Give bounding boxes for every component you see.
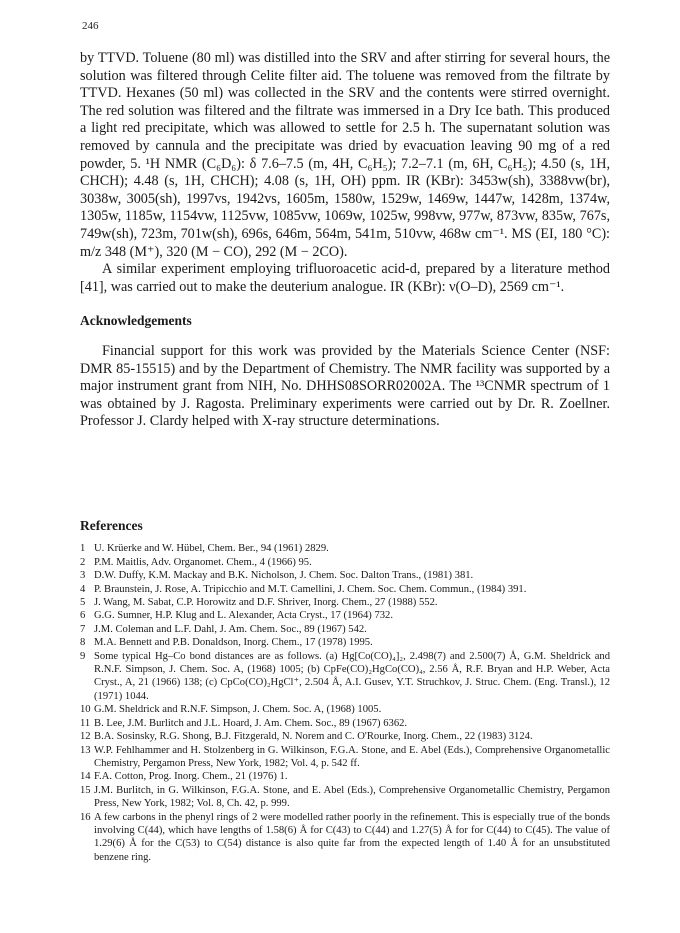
reference-text: B. Lee, J.M. Burlitch and J.L. Hoard, J. Am. Chem. Soc., 89 (1967) 6362. [94,717,408,729]
reference-text: B.A. Sosinsky, R.G. Shong, B.J. Fitzgerald, N. Norem and C. O'Rourke, Inorg. Chem., 22 (1983) 3124. [94,731,533,743]
reference-number: 1 [80,543,86,555]
reference-item [80,556,610,569]
reference-number: 5 [80,597,86,609]
reference-text: J.M. Burlitch, in G. Wilkinson, F.G.A. Stone, and E. Abel (Eds.), Comprehensive Organometallic Chemistry, Pergamon Press, New York, 1982; Vol. 8, Ch. 42, p. 999. [94,784,610,810]
acknowledgements-heading: Acknowledgements [80,313,192,329]
reference-text: U. Krüerke and W. Hübel, Chem. Ber., 94 (1961) 2829. [94,543,329,555]
reference-list [80,542,610,864]
references-section [80,519,610,864]
reference-number: 6 [80,610,86,622]
page-number: 246 [82,20,99,32]
reference-text: P. Braunstein, J. Rose, A. Tripicchio and M.T. Camellini, J. Chem. Soc. Chem. Commun., (1984) 391. [94,583,527,595]
reference-number: 14 [80,771,91,783]
reference-text: W.P. Fehlhammer and H. Stolzenberg in G. Wilkinson, F.G.A. Stone, and E. Abel (Eds.), Comprehensive Organometallic Chemistry, Pergamon Press, New York, 1982; Vol. 4, p. 542 ff. [94,744,610,769]
reference-item [80,650,610,704]
reference-item [80,609,610,622]
reference-item [80,596,610,609]
reference-text: J. Wang, M. Sabat, C.P. Horowitz and D.F. Shriver, Inorg. Chem., 27 (1988) 552. [94,597,438,609]
reference-text: M.A. Bennett and P.B. Donaldson, Inorg. Chem., 17 (1978) 1995. [94,637,373,649]
reference-number: 13 [80,744,91,756]
paragraph-deuterium: A similar experiment employing trifluoroacetic acid-d, prepared by a literature method [41], was carried out to make the deuterium analogue. IR (KBr): ν(O–D), 2569 cm⁻¹. [80,261,610,295]
reference-number: 3 [80,570,86,582]
references-heading: References [80,518,143,533]
reference-item [80,636,610,649]
reference-number: 2 [80,556,86,568]
reference-number: 10 [80,704,91,716]
reference-text: G.M. Sheldrick and R.N.F. Simpson, J. Chem. Soc. A, (1968) 1005. [94,704,382,716]
reference-text: A few carbons in the phenyl rings of 2 were modelled rather poorly in the refinement. This is especially true of the bonds involving C(44), which have lengths of 1.58(6) Å for C(43) to C(44) and 1.27(5) Å for for C(44) to C(45). The value of 1.29(6) Å for the C(53) to C(54) distance is also quite far from the expected length of 1.40 Å for an unsubstituted benzene ring. [94,811,610,863]
reference-number: 8 [80,637,86,649]
reference-item [80,583,610,596]
reference-item [80,703,610,716]
reference-item [80,784,610,811]
paragraph-experimental: by TTVD. Toluene (80 ml) was distilled into the SRV and after stirring for several hours, the solution was filtered through Celite filter aid. The toluene was removed from the filtrate by TTVD. Hexanes (50 ml) was collected in the SRV and the contents were stirred overnight. The red solution was filtered and the filtrate was immersed in a Dry Ice bath. This produced a light red precipitate, which was allowed to settle for 2.5 h. The supernatant solution was removed by cannula and the precipitate was dried by evacuation leaving 90 mg of a red powder, 5. ¹H NMR (C₆D₆): δ 7.6–7.5 (m, 4H, C₆H₅); 7.2–7.1 (m, 6H, C₆H₅); 4.50 (s, 1H, CHCH); 4.48 (s, 1H, CHCH); 4.08 (s, 1H, OH) ppm. IR (KBr): 3453w(sh), 3388vw(br), 3038w, 3005(sh), 1997vs, 1942vs, 1605m, 1580w, 1529w, 1469w, 1447w, 1428m, 1374w, 1305w, 1185w, 1154vw, 1125vw, 1085vw, 1069w, 1025w, 998vw, 977w, 873vw, 835w, 767s, 749w(sh), 723m, 701w(sh), 696s, 646m, 564m, 541m, 510vw, 468w cm⁻¹. MS (EI, 180 °C): m/z 348 (M⁺), 320 (M − CO), 292 (M − 2CO). [80,50,610,260]
reference-number: 11 [80,717,91,729]
reference-text: F.A. Cotton, Prog. Inorg. Chem., 21 (1976) 1. [94,771,288,783]
reference-number: 4 [80,583,86,595]
reference-text: G.G. Sumner, H.P. Klug and L. Alexander, Acta Cryst., 17 (1964) 732. [94,610,393,622]
reference-item [80,730,610,743]
reference-number: 7 [80,623,86,635]
reference-item [80,542,610,555]
reference-text: D.W. Duffy, K.M. Mackay and B.K. Nicholson, J. Chem. Soc. Dalton Trans., (1981) 381. [94,570,474,582]
reference-text: Some typical Hg–Co bond distances are as follows. (a) Hg[Co(CO)₄]₂, 2.498(7) and 2.500(7) Å, G.M. Sheldrick and R.N.F. Simpson, J. Chem. Soc. A, (1968) 1005; (b) CpFe(CO)₂HgCo(CO)₄, 2.56 Å, R.F. Bryan and H.P. Weber, Acta Cryst., A, 21 (1966) 138; (c) CpCo(CO)₂HgCl⁺, 2.504 Å, A.I. Gusev, Y.T. Struchkov, J. Struc. Chem. (Eng. Transl.), 12 (1971) 1044. [94,650,610,702]
reference-item [80,770,610,783]
reference-item [80,623,610,636]
reference-text: J.M. Coleman and L.F. Dahl, J. Am. Chem. Soc., 89 (1967) 542. [94,623,367,635]
reference-item [80,811,610,865]
acknowledgements-text: Financial support for this work was provided by the Materials Science Center (NSF: DMR 85-15515) and by the Department of Chemistry. The NMR facility was supported by a major instrument grant from NIH, No. DHHS08SORR02002A. The ¹³CNMR spectrum of 1 was obtained by J. Ragosta. Preliminary experiments were carried out by Dr. R. Zoellner. Professor J. Clardy helped with X-ray structure determinations. [80,342,610,430]
reference-item [80,569,610,582]
reference-number: 16 [80,811,91,823]
main-text [80,50,610,431]
reference-number: 9 [80,650,86,662]
reference-item [80,744,610,771]
reference-number: 15 [80,784,91,796]
reference-number: 12 [80,731,91,743]
reference-text: P.M. Maitlis, Adv. Organomet. Chem., 4 (1966) 95. [94,556,312,568]
reference-item [80,717,610,730]
